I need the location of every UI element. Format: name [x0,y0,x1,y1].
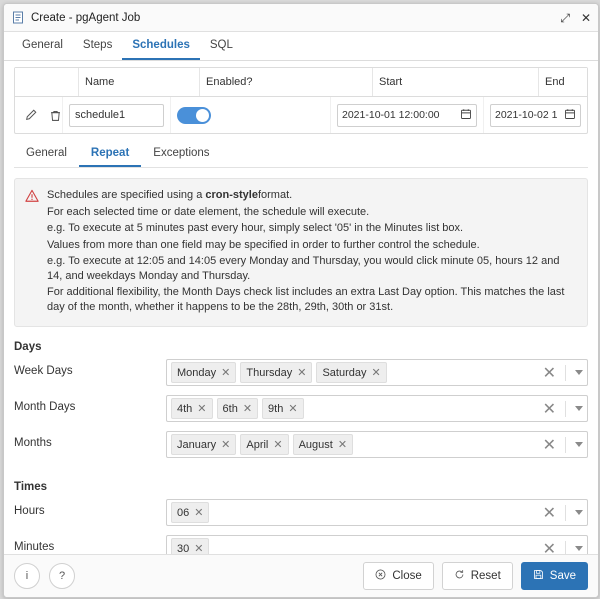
chip-remove-icon[interactable]: ✕ [273,439,283,451]
field-hours [14,499,588,526]
row-name-cell [63,97,171,133]
grid-header-enabled: Enabled? [200,68,373,96]
chip[interactable] [240,434,288,455]
inner-tab-repeat[interactable] [79,141,141,167]
chip-remove-icon[interactable]: ✕ [197,403,207,415]
chip-label: Thursday [246,366,293,379]
info-line-6: For additional flexibility, the Month Days check list includes an extra Last Day option. This matches the last day of the month, whether it happens to be the 28th, 29th, 30th or 31st. [47,286,565,313]
field-minutes [14,535,588,554]
months-controls [537,435,583,455]
grid-header-row [15,68,587,97]
month-days-select[interactable] [166,395,588,422]
save-button-label: Save [549,570,576,582]
month-days-chips [171,398,537,419]
expand-icon[interactable]: ⤢ [560,10,570,25]
inner-tab-exceptions-label: Exceptions [153,147,210,159]
footer-right [363,562,588,590]
row-actions [15,97,63,133]
chip-remove-icon[interactable]: ✕ [337,439,348,451]
save-button[interactable] [521,562,588,590]
week-days-select[interactable] [166,359,588,386]
clear-all-icon[interactable]: ✕ [542,400,556,418]
months-label: Months [14,437,52,449]
minutes-chips [171,538,537,554]
inner-tab-exceptions[interactable] [141,141,221,167]
chevron-down-icon[interactable] [575,442,583,447]
help-icon[interactable]: ? [49,563,75,589]
footer-left [14,563,75,589]
tab-schedules-label: Schedules [132,39,190,51]
chip-label: January [177,438,217,451]
divider [565,541,566,555]
tab-schedules[interactable] [122,32,200,60]
chip-remove-icon[interactable]: ✕ [221,367,231,379]
chevron-down-icon[interactable] [575,546,583,551]
clear-all-icon[interactable]: ✕ [542,504,556,522]
row-start-cell [331,97,484,133]
chip-label: Saturday [322,366,367,379]
tab-steps[interactable] [73,32,122,60]
tab-sql[interactable] [200,32,243,60]
chip-remove-icon[interactable]: ✕ [371,367,381,379]
chip-label: April [246,438,269,451]
enabled-toggle[interactable] [177,107,211,124]
hours-label: Hours [14,505,45,517]
minutes-select[interactable] [166,535,588,554]
main-tabbar [4,32,598,61]
info-line-1-bold: cron-style [205,189,258,201]
dialog-title: Create - pgAgent Job [31,11,141,24]
hours-chips [171,502,537,523]
chip[interactable] [262,398,304,419]
info-line-1 [47,188,577,203]
chip-remove-icon[interactable]: ✕ [194,543,204,554]
chip[interactable] [293,434,353,455]
chip[interactable] [316,362,386,383]
clear-all-icon[interactable]: ✕ [542,436,556,454]
week-days-label: Week Days [14,365,73,377]
tab-steps-label: Steps [82,39,113,51]
start-datetime-input[interactable] [337,104,477,127]
row-end-cell [484,97,587,133]
schedule-name-input[interactable]: schedule1 [69,104,164,127]
days-section-title: Days [14,341,42,353]
chip-remove-icon[interactable]: ✕ [194,507,204,519]
chip-remove-icon[interactable]: ✕ [297,367,307,379]
chip-label: 30 [177,542,190,554]
grid-header-name: Name [79,68,200,96]
field-months [14,431,588,458]
tab-sql-label: SQL [209,39,233,51]
table-row[interactable] [15,97,587,133]
chip[interactable] [217,398,259,419]
months-select[interactable] [166,431,588,458]
grid-header-start: Start [373,68,539,96]
end-datetime-input[interactable] [490,104,581,127]
info-line-4: Values from more than one field may be specified in order to further control the schedule. [47,238,480,251]
week-days-controls [537,363,583,383]
reset-button-label: Reset [470,570,501,582]
month-days-controls [537,399,583,419]
schedules-grid [14,67,588,134]
divider [565,401,566,417]
grid-header-actions [15,68,79,96]
chip[interactable] [171,398,213,419]
info-line-1-post: format. [257,189,293,201]
inner-tab-general[interactable] [14,141,79,167]
pencil-icon[interactable] [24,107,37,123]
row-enabled-cell [171,97,331,133]
inner-tab-repeat-label: Repeat [90,147,130,159]
create-pgagent-job-dialog [3,3,599,598]
dialog-body [4,61,598,554]
info-line-5: e.g. To execute at 12:05 and 14:05 every Monday and Thursday, you would click minute 05, hours 12 and 14, and weekdays Monday and Thursday. [47,255,560,282]
reset-icon [454,569,465,583]
chip[interactable] [171,538,209,554]
minutes-controls [537,539,583,555]
chevron-down-icon[interactable] [575,370,583,375]
chip-remove-icon[interactable]: ✕ [242,403,253,415]
document-icon [12,11,25,24]
chip[interactable] [240,362,312,383]
chevron-down-icon[interactable] [575,406,583,411]
clear-all-icon[interactable]: ✕ [542,364,556,382]
clear-all-icon[interactable]: ✕ [542,540,556,554]
chip-label: August [298,438,333,451]
week-days-chips [171,362,537,383]
chip-label: 9th [268,402,284,415]
chip[interactable] [171,362,236,383]
info-line-2: For each selected time or date element, the schedule will execute. [47,205,370,218]
times-section-title: Times [14,481,48,493]
hours-select[interactable] [166,499,588,526]
cron-info-lines [47,188,577,316]
inner-tab-general-label: General [26,147,67,159]
trash-icon[interactable] [49,107,62,123]
chevron-down-icon[interactable] [575,510,583,515]
toggle-knob [196,109,209,122]
info-line-1-pre: Schedules are specified using a [47,189,206,201]
calendar-icon[interactable] [564,108,576,123]
hours-controls [537,503,583,523]
chip-label: Monday [177,366,217,379]
info-icon[interactable]: i [14,563,40,589]
x-circle-icon [375,569,386,583]
chip[interactable] [171,434,236,455]
cron-info-box [14,178,588,327]
dialog-titlebar [4,4,598,32]
close-icon[interactable]: ✕ [580,10,591,25]
minutes-label: Minutes [14,541,55,553]
start-datetime-value: 2021-10-01 12:00:00 [342,109,440,121]
warning-icon [25,189,39,316]
info-line-3: e.g. To execute at 5 minutes past every hour, simply select '05' in the Minutes list box. [47,222,464,234]
field-week-days [14,359,588,386]
close-button-label: Close [392,570,422,582]
repeat-tabbar [14,141,588,168]
tab-general[interactable] [12,32,73,60]
months-chips [171,434,537,455]
divider [565,505,566,521]
end-datetime-value: 2021-10-02 1 [495,109,558,121]
calendar-icon[interactable] [460,108,472,123]
dialog-footer [4,554,598,597]
month-days-label: Month Days [14,401,76,413]
chip[interactable] [171,502,209,523]
chip-label: 4th [177,402,193,415]
reset-button[interactable] [442,562,513,590]
save-icon [533,569,544,583]
chip-label: 06 [177,506,190,519]
close-button[interactable] [363,562,433,590]
chip-remove-icon[interactable]: ✕ [221,439,231,451]
divider [565,365,566,381]
chip-remove-icon[interactable]: ✕ [288,403,298,415]
tab-general-label: General [22,39,63,51]
divider [565,437,566,453]
field-month-days [14,395,588,422]
chip-label: 6th [222,402,238,415]
grid-header-end: End [545,76,565,88]
